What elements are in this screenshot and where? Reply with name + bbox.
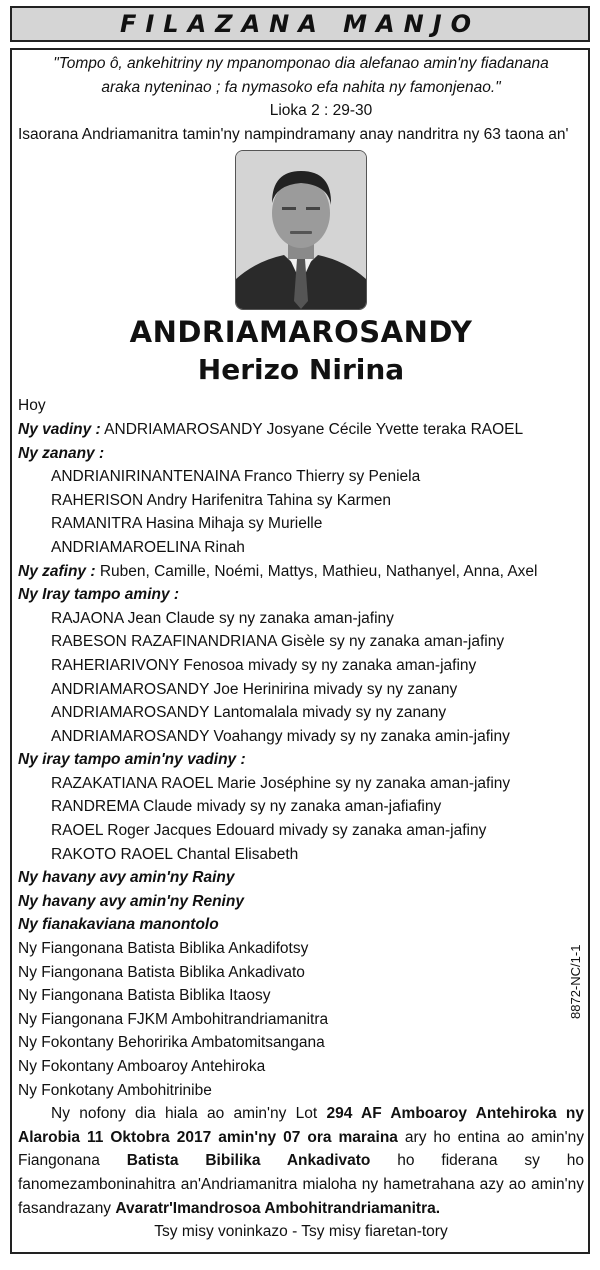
announcement-bold: Avaratr'Imandrosoa Ambohitrandriamanitra. <box>115 1199 441 1217</box>
notice-content <box>18 52 584 1244</box>
children-label: Ny zanany : <box>18 444 105 462</box>
sibling-item: ANDRIAMAROSANDY Voahangy mivady sy ny zanaka amin-jafiny <box>51 727 510 745</box>
relatives-line: Ny fianakaviana manontolo <box>18 916 219 934</box>
spouse-sibling-item: RAZAKATIANA RAOEL Marie Joséphine sy ny zanaka aman-jafiny <box>51 774 511 792</box>
spouse-sibling-item: RANDREMA Claude mivady sy ny zanaka aman-jafiafiny <box>51 798 442 816</box>
closing-line: Tsy misy voninkazo - Tsy misy fiaretan-tory <box>154 1223 448 1241</box>
hoy-text: Hoy <box>18 397 46 415</box>
sibling-item: ANDRIAMAROSANDY Lantomalala mivady sy ny zanany <box>51 704 447 722</box>
deceased-given-names: Herizo Nirina <box>197 353 405 387</box>
organization-item: Ny Fiangonana Batista Biblika Itaosy <box>18 987 271 1005</box>
sibling-item: ANDRIAMAROSANDY Joe Herinirina mivady sy ny zanany <box>51 680 458 698</box>
organization-item: Ny Fokontany Amboaroy Antehiroka <box>18 1058 266 1075</box>
quote-line-1: "Tompo ô, ankehitriny ny mpanomponao dia alefanao amin'ny fiadanana <box>53 55 549 72</box>
grandchildren-text: Ruben, Camille, Noémi, Mattys, Mathieu, Nathanyel, Anna, Axel <box>99 562 538 580</box>
deceased-surname: ANDRIAMAROSANDY <box>129 315 473 350</box>
verse-reference: Lioka 2 : 29-30 <box>269 102 373 120</box>
portrait-icon <box>236 151 366 309</box>
organization-item: Ny Fiangonana Batista Biblika Ankadifotsy <box>18 940 309 958</box>
funeral-announcement <box>18 1102 584 1220</box>
announcement-bold: Batista Bibilika Ankadivato <box>126 1152 371 1170</box>
organization-item: Ny Fonkotany Ambohitrinibe <box>18 1081 212 1099</box>
intro-text: Isaorana Andriamanitra tamin'ny nampindramany anay nandritra ny 63 taona an' <box>18 125 569 143</box>
siblings-label: Ny Iray tampo aminy : <box>18 586 180 604</box>
quote-line-2: araka nyteninao ; fa nymasoko efa nahita ny famonjenao." <box>101 78 501 96</box>
spouse-text: ANDRIAMAROSANDY Josyane Cécile Yvette teraka RAOEL <box>104 420 524 438</box>
organization-item: Ny Fiangonana Batista Biblika Ankadivato <box>18 963 305 981</box>
header-banner <box>10 6 590 42</box>
child-item: ANDRIAMAROELINA Rinah <box>51 538 245 556</box>
portrait-photo <box>235 150 367 310</box>
announcement-part: Ny nofony dia hiala ao amin'ny Lot <box>51 1105 327 1123</box>
sibling-item: RAJAONA Jean Claude sy ny zanaka aman-jafiny <box>51 609 394 627</box>
relatives-line: Ny havany avy amin'ny Rainy <box>18 869 235 887</box>
child-item: RAHERISON Andry Harifenitra Tahina sy Karmen <box>51 491 391 509</box>
spouse-line <box>18 418 584 442</box>
grandchildren-label: Ny zafiny : <box>18 562 96 580</box>
child-item: RAMANITRA Hasina Mihaja sy Murielle <box>51 515 323 533</box>
organization-item: Ny Fiangonana FJKM Ambohitrandriamanitra <box>18 1010 329 1028</box>
relatives-line: Ny havany avy amin'ny Reniny <box>18 892 244 910</box>
spouse-siblings-label: Ny iray tampo amin'ny vadiny : <box>18 751 246 769</box>
sibling-item: RAHERIARIVONY Fenosoa mivady sy ny zanaka aman-jafiny <box>51 656 477 674</box>
announcement-part: ary ho entina ao amin'ny Fiangonana <box>18 1128 585 1170</box>
announcement-part: ho fiderana sy ho fanomezamboninahitra an'Andriamanitra mialoha ny hametrahana azy ao amin'ny fasandrazany <box>18 1152 584 1217</box>
announcement-bold: 294 AF Amboaroy Antehiroka ny Alarobia 11 Oktobra 2017 amin'ny 07 ora maraina <box>18 1105 584 1146</box>
grandchildren-line <box>18 560 584 584</box>
spouse-label: Ny vadiny : <box>18 420 101 438</box>
reference-code: 8872-NC/1-1 <box>568 944 583 1019</box>
header-title: FILAZANA MANJO <box>119 10 481 38</box>
child-item: ANDRIANIRINANTENAINA Franco Thierry sy Peniela <box>51 468 421 486</box>
spouse-sibling-item: RAKOTO RAOEL Chantal Elisabeth <box>51 845 299 863</box>
organization-item: Ny Fokontany Behoririka Ambatomitsangana <box>18 1034 325 1052</box>
spouse-sibling-item: RAOEL Roger Jacques Edouard mivady sy zanaka aman-jafiny <box>51 822 487 840</box>
sibling-item: RABESON RAZAFINANDRIANA Gisèle sy ny zanaka aman-jafiny <box>51 633 505 651</box>
